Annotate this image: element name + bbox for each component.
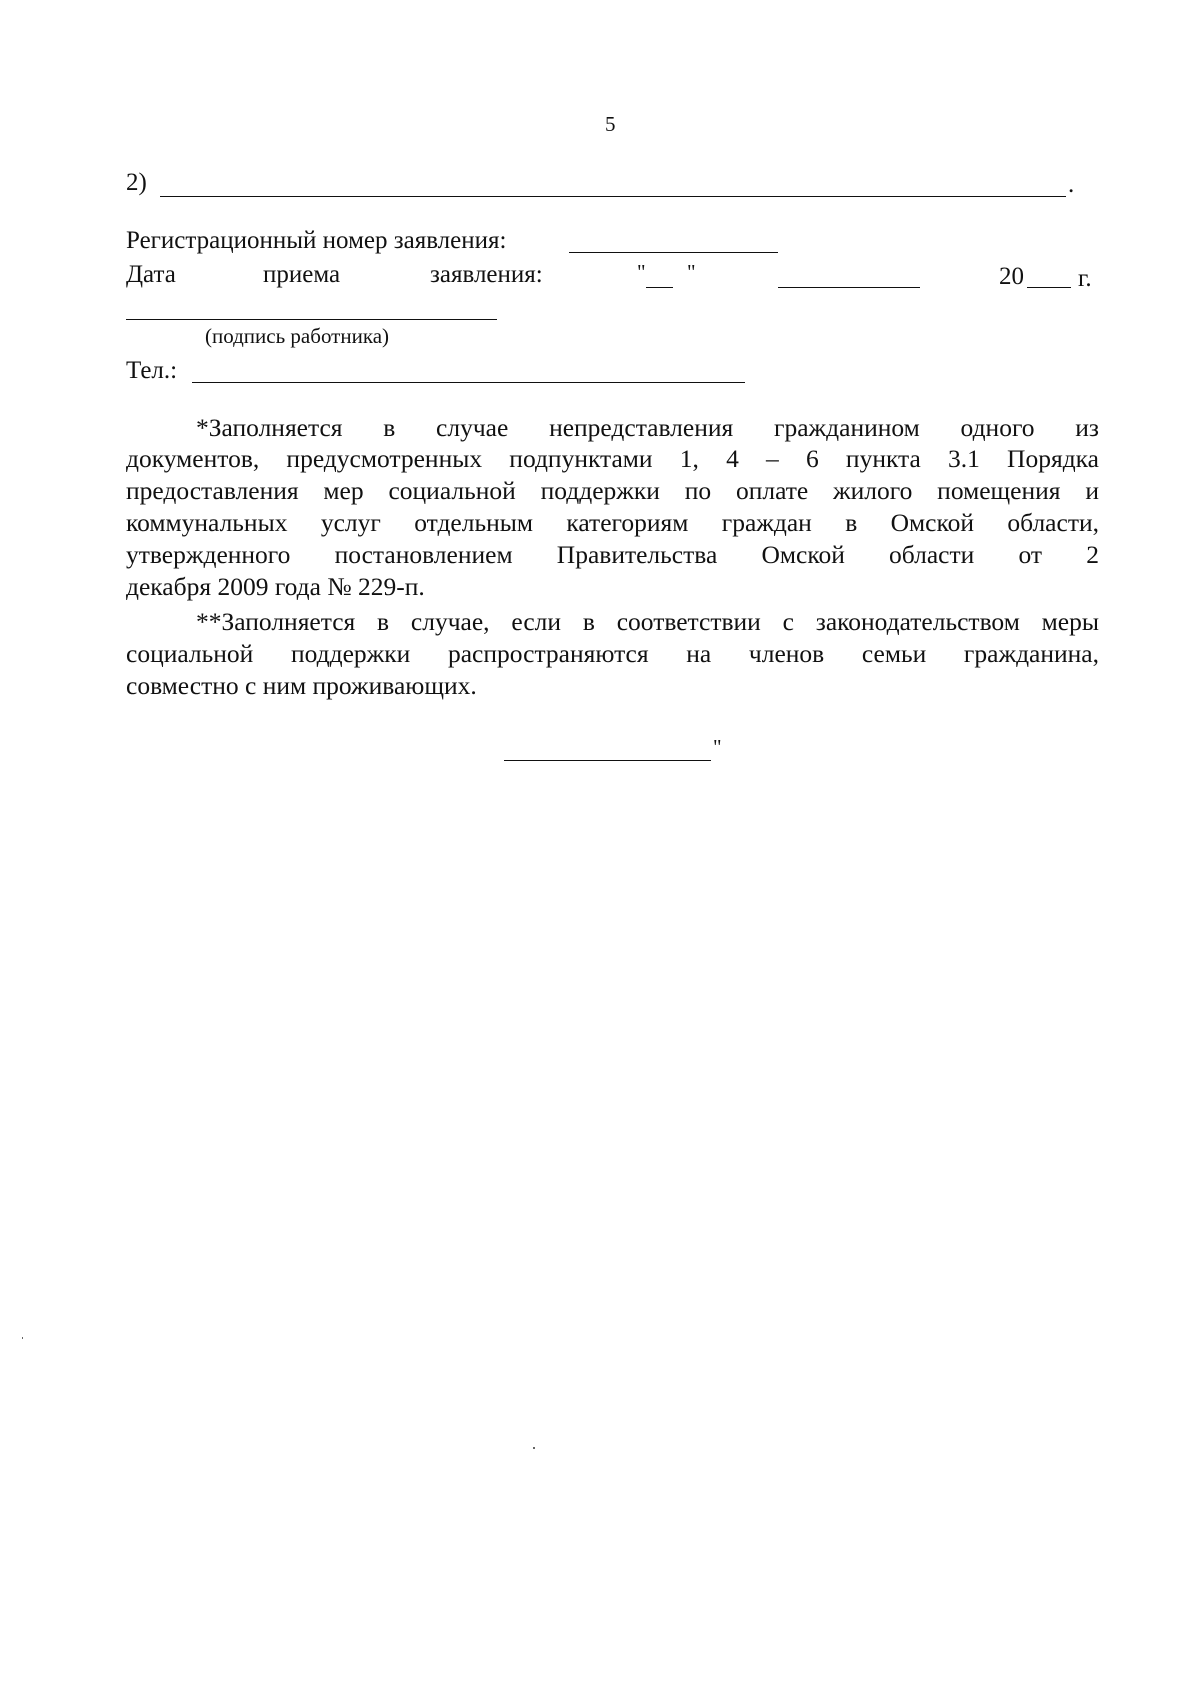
footnote-2-line-3: совместно с ним проживающих.: [126, 671, 477, 700]
footnote-1-line-4: коммунальных услуг отдельным категориям граждан в Омской области,: [126, 508, 1099, 537]
date-label-word-2: приема: [263, 261, 341, 288]
date-label-word-3: заявления:: [430, 261, 543, 288]
page-number: 5: [605, 112, 616, 136]
footnote-1-line-2: документов, предусмотренных подпунктами 1, 4 – 6 пункта 3.1 Порядка: [126, 444, 1099, 473]
scan-speck: [22, 1337, 23, 1339]
footnote-2-line-2: социальной поддержки распространяются на членов семьи гражданина,: [126, 639, 1099, 668]
item-2-blank-line: [160, 196, 1066, 197]
registration-number-label: Регистрационный номер заявления:: [126, 227, 507, 254]
footnote-1-line-3: предоставления мер социальной поддержки по оплате жилого помещения и: [126, 476, 1099, 505]
date-label-word-1: Дата: [126, 261, 176, 288]
date-year-blank: [1027, 287, 1071, 288]
closing-quote: ": [713, 735, 722, 759]
date-year-suffix: г.: [1078, 265, 1092, 292]
footnote-2-line-1: **Заполняется в случае, если в соответствии с законодательством меры: [196, 607, 1099, 636]
phone-blank-line: [192, 382, 745, 383]
scan-speck: [533, 1447, 535, 1449]
date-quote-close: ": [687, 260, 696, 284]
employee-signature-caption: (подпись работника): [205, 324, 390, 348]
date-month-blank: [778, 287, 920, 288]
employee-signature-line: [126, 319, 497, 320]
item-2-label: 2): [126, 169, 147, 196]
date-year-prefix: 20: [999, 263, 1024, 290]
date-day-blank: [646, 287, 673, 288]
phone-label: Тел.:: [126, 357, 178, 384]
item-2-end-mark: .: [1068, 171, 1075, 198]
date-quote-open: ": [637, 260, 646, 284]
footnote-1-line-6: декабря 2009 года № 229-п.: [126, 572, 425, 601]
footnote-1-line-5: утвержденного постановлением Правительства Омской области от 2: [126, 540, 1099, 569]
footnote-1-line-1: *Заполняется в случае непредставления гражданином одного из: [196, 413, 1099, 442]
registration-number-blank: [569, 252, 778, 253]
closing-line: [504, 760, 711, 761]
